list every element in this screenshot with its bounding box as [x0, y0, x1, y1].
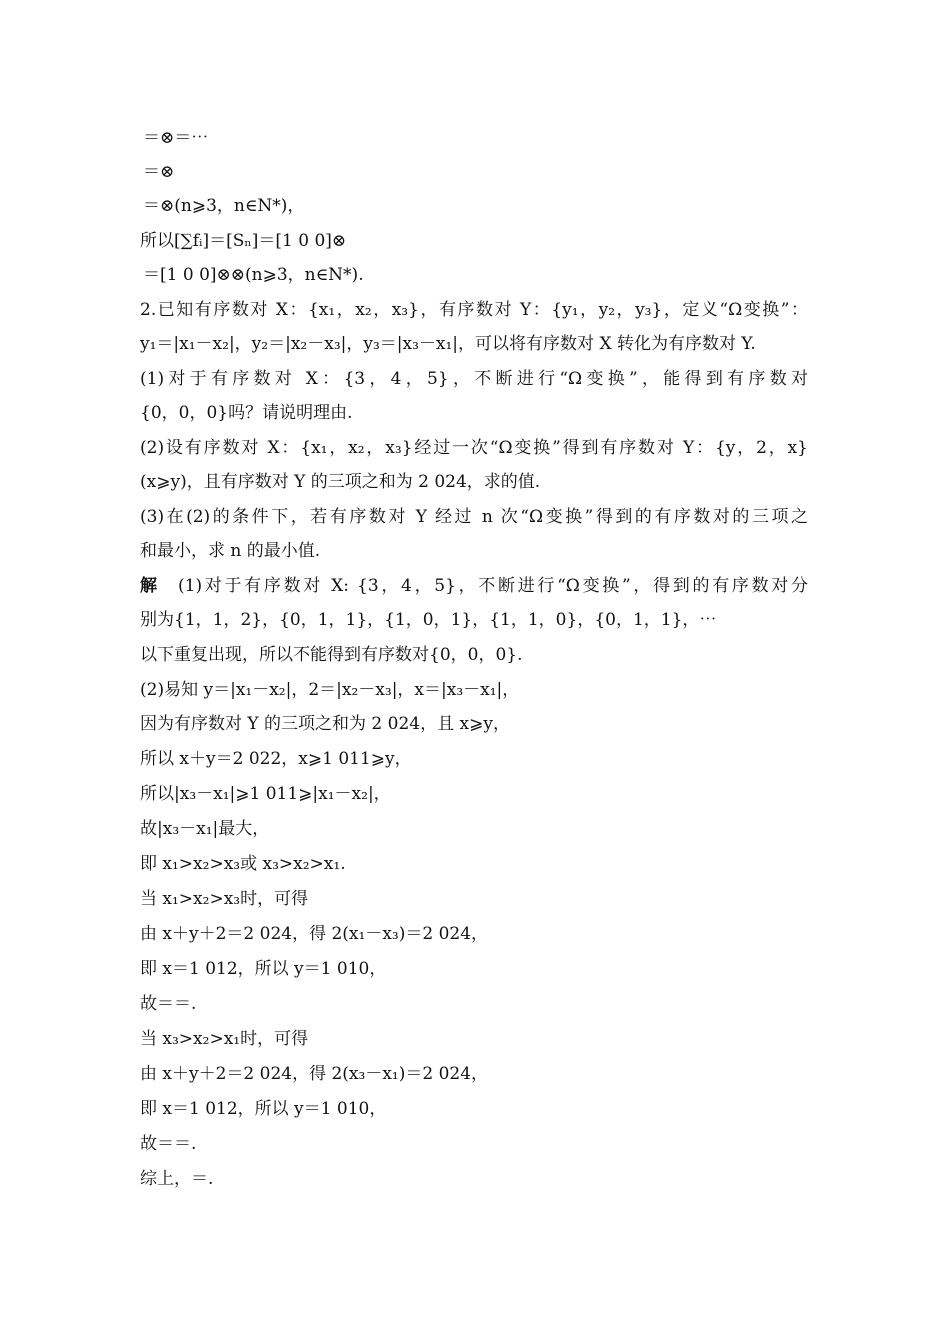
solution-line-16: 即 x＝1 012，所以 y＝1 010，	[140, 1099, 387, 1119]
equation-line-1: ＝⊗＝⋯	[143, 128, 209, 148]
equation-line-5: ＝[1 0 0]⊗⊗(n⩾3，n∈N*).	[143, 265, 364, 285]
solution-line-9: 即 x₁>x₂>x₃或 x₃>x₂>x₁.	[140, 854, 346, 874]
question-2-line-1: (2)设有序数对 X：{x₁，x₂，x₃}经过一次“Ω变换”得到有序数对 Y：{y，2，x}	[140, 438, 808, 458]
question-3-line-2: 和最小，求 n 的最小值.	[140, 541, 321, 561]
solution-line-10: 当 x₁>x₂>x₃时，可得	[140, 889, 309, 909]
solution-line-4: (2)易知 y＝|x₁－x₂|，2＝|x₂－x₃|，x＝|x₃－x₁|，	[140, 680, 520, 700]
question-1-line-1: (1)对于有序数对 X：{3，4，5}，不断进行“Ω变换”，能得到有序数对	[140, 369, 808, 389]
solution-line-18: 综上，＝.	[140, 1169, 214, 1189]
equation-line-2: ＝⊗	[143, 162, 175, 182]
solution-line-7: 所以|x₃－x₁|⩾1 011⩾|x₁－x₂|，	[140, 784, 391, 804]
solution-line-1: (1)对于有序数对 X: {3，4，5}，不断进行“Ω变换”，得到的有序数对分	[178, 576, 808, 596]
solution-line-3: 以下重复出现，所以不能得到有序数对{0，0，0}.	[140, 645, 523, 665]
solution-line-11: 由 x＋y＋2＝2 024，得 2(x₁－x₃)＝2 024，	[140, 924, 489, 944]
question-3-line-1: (3)在(2)的条件下，若有序数对 Y 经过 n 次“Ω变换”得到的有序数对的三项之	[140, 507, 808, 527]
equation-line-3: ＝⊗(n⩾3，n∈N*)，	[143, 196, 305, 216]
solution-line-6: 所以 x＋y＝2 022，x⩾1 011⩾y，	[140, 749, 412, 769]
solution-line-15: 由 x＋y＋2＝2 024，得 2(x₃－x₁)＝2 024，	[140, 1064, 489, 1084]
problem-2-statement: 2.已知有序数对 X：{x₁，x₂，x₃}，有序数对 Y：{y₁，y₂，y₃}，定义“Ω变换”：	[140, 300, 808, 320]
solution-label: 解	[140, 576, 157, 596]
solution-line-17: 故＝＝.	[140, 1134, 197, 1154]
equation-line-4: 所以[∑fᵢ]＝[Sₙ]＝[1 0 0]⊗	[140, 231, 347, 251]
question-1-line-2: {0，0，0}吗？请说明理由.	[140, 403, 353, 423]
solution-line-12: 即 x＝1 012，所以 y＝1 010，	[140, 959, 387, 979]
solution-line-8: 故|x₃－x₁|最大，	[140, 819, 270, 839]
question-2-line-2: (x⩾y)，且有序数对 Y 的三项之和为 2 024，求的值.	[140, 472, 541, 492]
solution-line-2: 别为{1，1，2}，{0，1，1}，{1，0，1}，{1，1，0}，{0，1，1}，⋯	[140, 610, 717, 630]
problem-2-definition: y₁＝|x₁－x₂|，y₂＝|x₂－x₃|，y₃＝|x₃－x₁|，可以将有序数对 X 转化为有序数对 Y.	[140, 334, 756, 354]
solution-line-14: 当 x₃>x₂>x₁时，可得	[140, 1029, 309, 1049]
solution-line-13: 故＝＝.	[140, 994, 197, 1014]
solution-line-5: 因为有序数对 Y 的三项之和为 2 024，且 x⩾y，	[140, 714, 510, 734]
